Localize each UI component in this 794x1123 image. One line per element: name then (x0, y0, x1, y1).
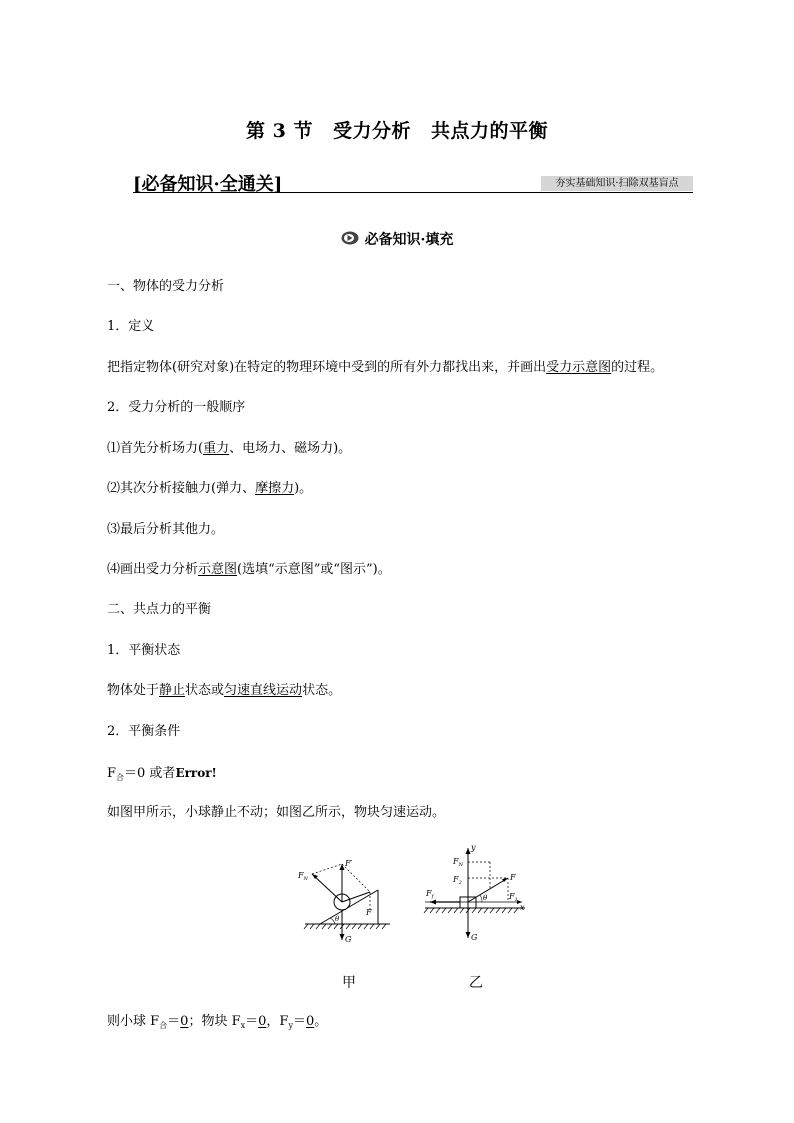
paragraph-conclusion: 则小球 $F_合=0$；物块 $F_x=0$，$F_y=0$。 (107, 1014, 328, 1030)
paragraph-equilibrium-state: 物体处于静止状态或匀速直线运动状态。 (107, 683, 342, 698)
list-item-2: ⑵其次分析接触力(弹力、摩擦力)。 (107, 481, 313, 496)
label-fn: $F_N$ (453, 857, 463, 868)
blank-answer: 重力 (203, 441, 230, 456)
page-title (0, 116, 794, 143)
fill-heading (0, 229, 794, 249)
blank-answer: 摩擦力 (255, 481, 295, 496)
label-ff: $F_f$ (426, 889, 434, 900)
force-diagrams (290, 842, 530, 951)
subheading-equilibrium-state: 1．平衡状态 (107, 643, 181, 658)
subheading-definition: 1．定义 (107, 319, 155, 334)
list-item-1: ⑴首先分析场力(重力、电场力、磁场力)。 (107, 441, 352, 456)
subheading-order: 2．受力分析的一般顺序 (107, 400, 246, 415)
blank-answer: 0 (306, 1014, 315, 1029)
fill-heading-text: 必备知识·填充 (364, 232, 454, 248)
blank-answer: 0 (180, 1014, 189, 1029)
label-g: G (471, 933, 478, 942)
figure-ball-diagram (297, 859, 390, 944)
label-f: F (366, 908, 372, 917)
title-section-number: 第 3 节 (246, 120, 313, 142)
figure-block-diagram (424, 843, 525, 942)
caption-right: 乙 (469, 975, 483, 991)
label-y: y (471, 843, 476, 852)
blank-answer: 示意图 (198, 562, 238, 577)
heading-force-analysis: 一、物体的受力分析 (107, 279, 225, 294)
paragraph-figures: 如图甲所示，小球静止不动；如图乙所示，物块匀速运动。 (107, 805, 446, 820)
section-rule (133, 192, 693, 193)
label-f2: $F_2$ (453, 875, 462, 886)
label-fn: $F_N$ (298, 871, 308, 882)
label-theta: θ (483, 894, 488, 902)
list-item-4: ⑷画出受力分析示意图(选填“示意图”或“图示”)。 (107, 562, 391, 577)
blank-answer: 受力示意图 (546, 360, 612, 375)
section-heading: [必备知识·全通关] (133, 174, 283, 195)
heading-equilibrium: 二、共点力的平衡 (107, 602, 212, 617)
caption-left: 甲 (342, 975, 356, 991)
error-text: Error! (175, 766, 217, 780)
title-topic-1: 受力分析 (332, 120, 411, 142)
equation-condition: $F_合=0$ 或者Error! (107, 766, 217, 782)
blank-answer: 0 (258, 1014, 267, 1029)
subheading-equilibrium-condition: 2．平衡条件 (107, 724, 181, 739)
label-x: x (520, 903, 525, 912)
label-f: F (510, 873, 516, 882)
label-theta: θ (335, 915, 340, 923)
label-f1: $F_1$ (509, 892, 518, 903)
blank-answer: 匀速直线运动 (224, 683, 303, 698)
list-item-3: ⑶最后分析其他力。 (107, 522, 225, 537)
blank-answer: 静止 (159, 683, 186, 698)
paragraph-definition: 把指定物体(研究对象)在特定的物理环境中受到的所有外力都找出来，并画出受力示意图的过程。 (107, 360, 664, 375)
label-fprime: F′ (345, 859, 353, 868)
section-tag: 夯实基础知识·扫除双基盲点 (541, 176, 693, 191)
label-g: G (345, 935, 352, 944)
play-icon (341, 231, 359, 249)
title-topic-2: 共点力的平衡 (430, 120, 548, 142)
